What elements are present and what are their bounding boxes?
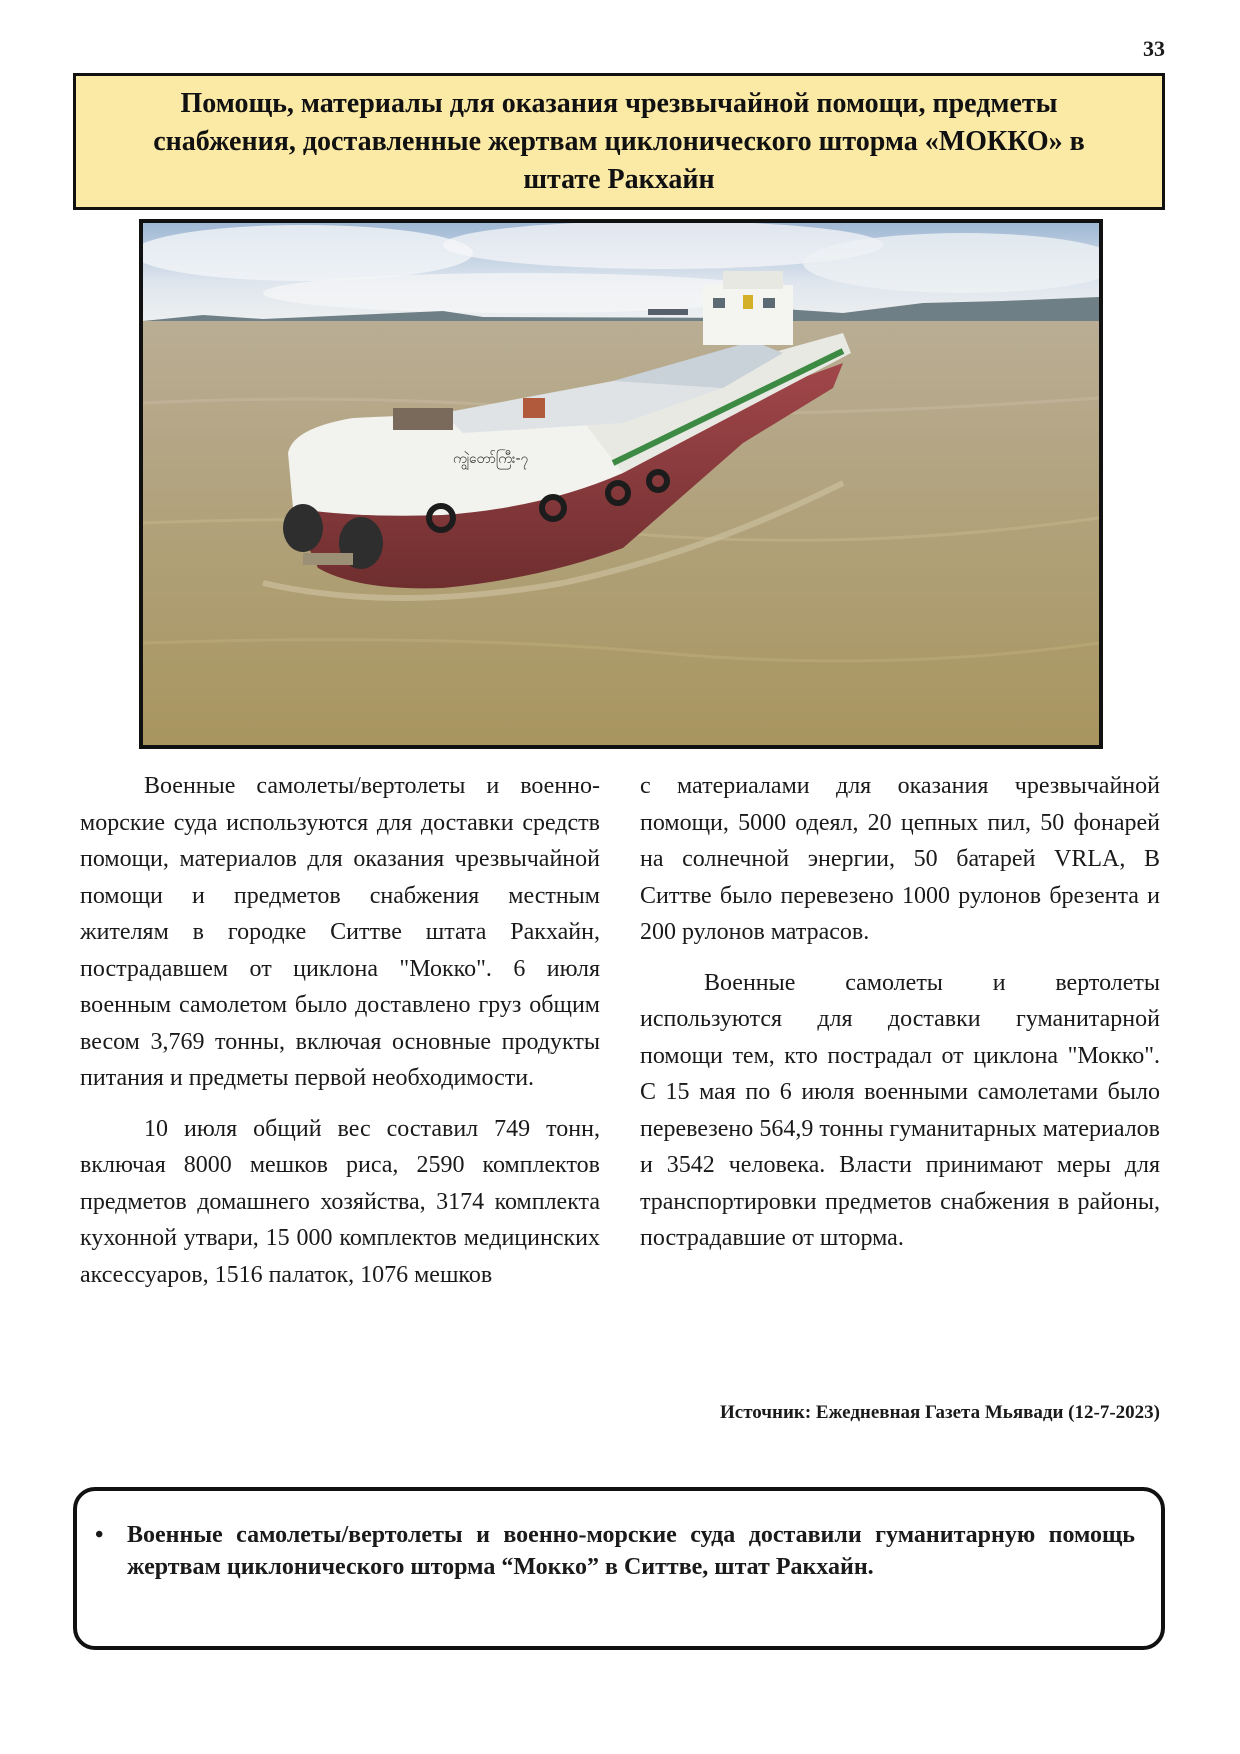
bullet-point: • [95,1522,104,1548]
summary-box [73,1487,1165,1650]
paragraph: с материалами для оказания чрезвычайной помощи, 5000 одеял, 20 цепных пил, 50 фонарей на солнечной энергии, 50 батарей VRLA, В Ситтве было перевезено 1000 рулонов брезента и 200 рулонов матрасов. [640,773,1160,945]
article-left-column [80,768,600,1307]
title-box [73,73,1165,210]
ship-illustration [143,223,1099,745]
source-citation: Источник: Ежедневная Газета Мьявади (12-7-2023) [720,1402,1160,1423]
summary-item: Военные самолеты/вертолеты и военно-морские суда доставили гуманитарную помощь жертвам циклонического шторма “Мокко” в Ситтве, штат Ракхайн. [127,1522,1135,1580]
page-number: 33 [1143,36,1165,61]
paragraph: Военные самолеты/вертолеты и военно-морские суда используются для доставки средств помощи, материалов для оказания чрезвычайной помощи и предметов снабжения местным жителям в городке Ситтве штата Ракхайн, пострадавшем от циклона "Мокко". 6 июля военным самолетом было доставлено груз общим весом 3,769 тонны, включая основные продукты питания и предметы первой необходимости. [80,773,600,1091]
paragraph: 10 июля общий вес составил 749 тонн, включая 8000 мешков риса, 2590 комплектов предметов домашнего хозяйства, 3174 комплекта кухонной утвари, 15 000 комплектов медицинских аксессуаров, 1516 палаток, 1076 мешков [80,1115,600,1288]
hull-name-text: ကျွဲတော်ကြီး-၇ [453,451,529,467]
article-right-column [640,768,1160,1271]
ship-photo [139,219,1103,749]
paragraph: Военные самолеты и вертолеты используются для доставки гуманитарной помощи тем, кто пострадал от циклона "Мокко". С 15 мая по 6 июля военными самолетами было перевезено 564,9 тонны гуманитарных материалов и 3542 человека. Власти принимают меры для транспортировки предметов снабжения в районы, пострадавшие от шторма. [640,969,1160,1251]
page-title: Помощь, материалы для оказания чрезвычайной помощи, предметы снабжения, доставленные жертвам циклонического шторма «МОККО» в штате Ракхайн [153,87,1085,195]
